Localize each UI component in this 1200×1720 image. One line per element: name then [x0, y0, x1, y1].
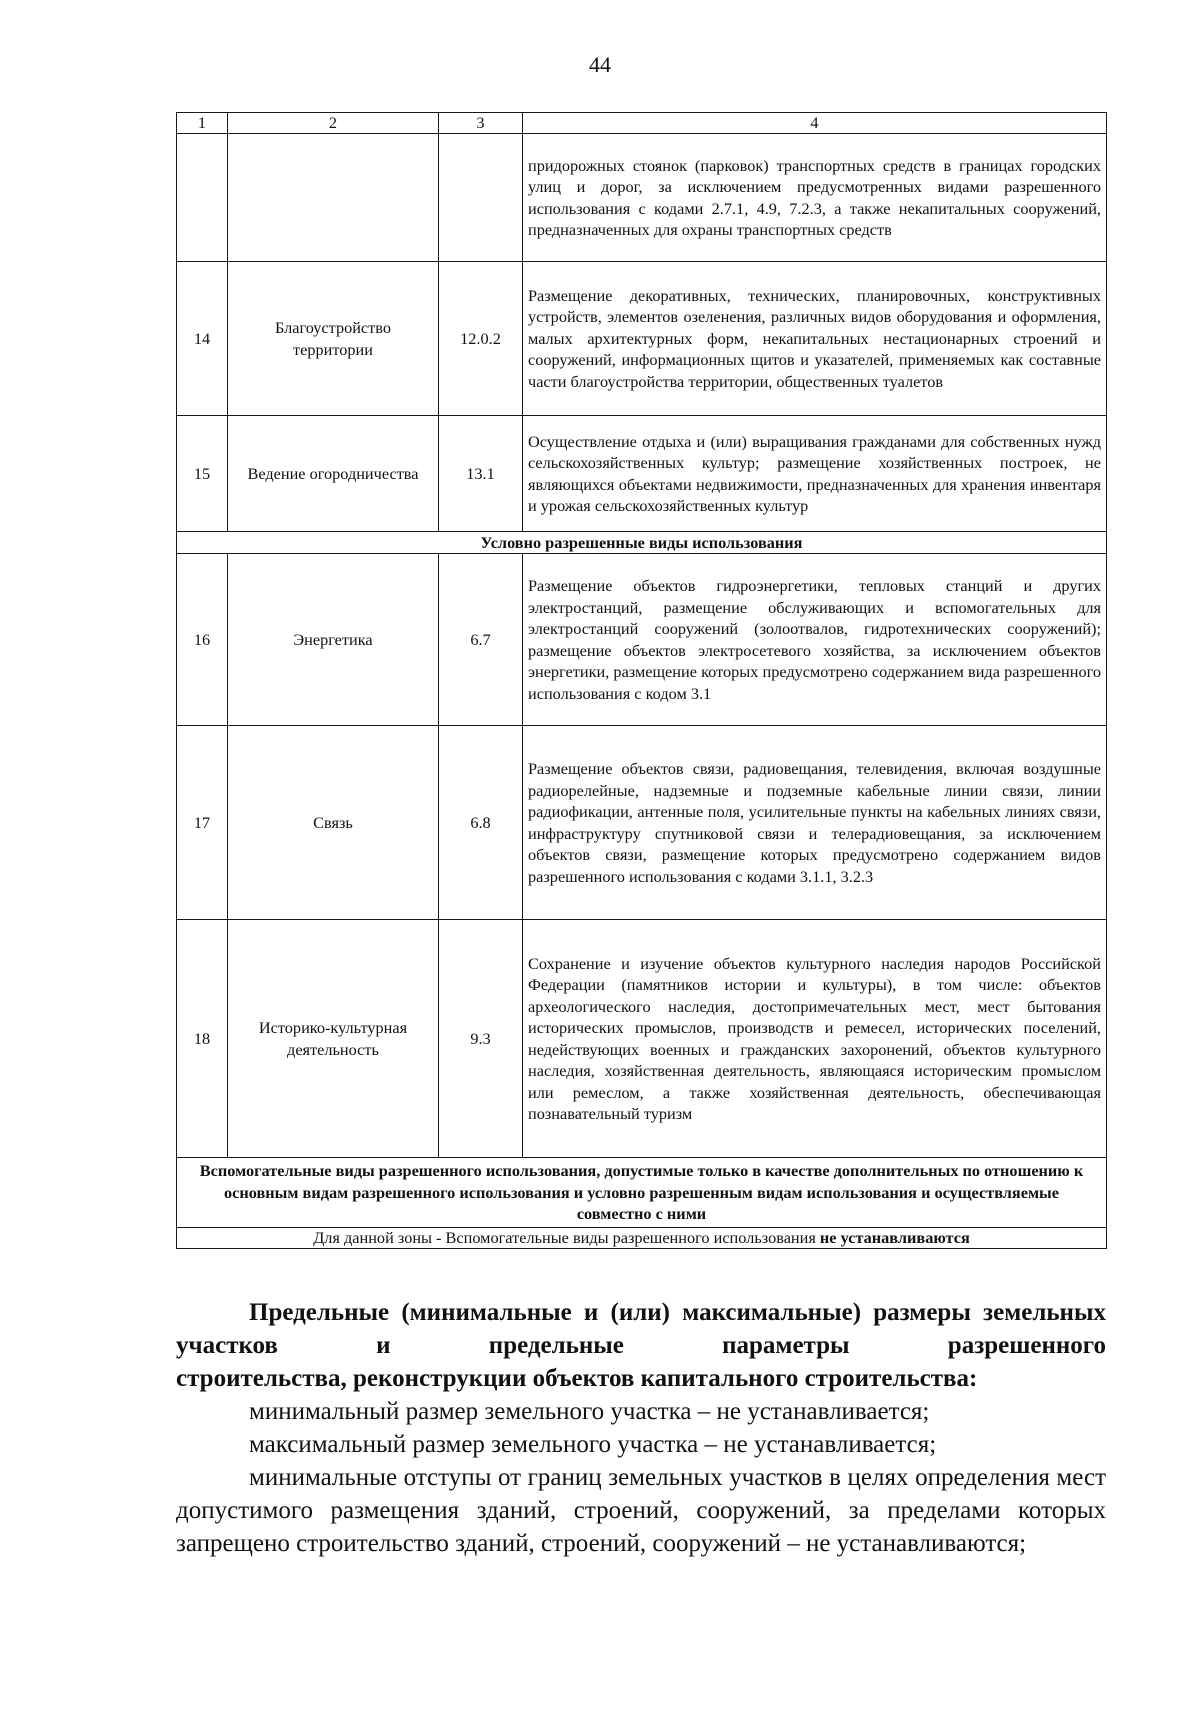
- use-description: Сохранение и изучение объектов культурного наследия народов Российской Федерации (памятников истории и культуры), в том числе: объектов археологического наследия, достопримечательных мест, мест бытования исторических промыслов, производств и ремесел, исторических поселений, недействующих военных и гражданских захоронений, объектов культурного наследия, хозяйственная деятельность, являющаяся историческим промыслом или ремеслом, а также хозяйственная деятельность, обеспечивающая познавательный туризм: [523, 920, 1107, 1158]
- note-bold: не устанавливаются: [819, 1227, 970, 1247]
- table-row: [177, 726, 1107, 920]
- use-description: Размещение объектов связи, радиовещания, телевидения, включая воздушные радиорелейные, надземные и подземные кабельные линии связи, линии радиофикации, антенные поля, усилительные пункты на кабельных линиях связи, инфраструктуру спутниковой связи и телерадиовещания, за исключением объектов связи, размещение которых предусмотрено содержанием видов разрешенного использования с кодами 3.1.1, 3.2.3: [523, 726, 1107, 920]
- table-row: [177, 262, 1107, 416]
- section-title: Вспомогательные виды разрешенного использования, допустимые только в качестве дополнительных по отношению к основным видам разрешенного использования и условно разрешенным видам использования и осуществляемые совместно с ними: [177, 1158, 1107, 1228]
- column-header: 3: [439, 113, 523, 134]
- use-code: 9.3: [439, 920, 523, 1158]
- note-row: [177, 1227, 1107, 1248]
- use-description: придорожных стоянок (парковок) транспортных средств в границах городских улиц и дорог, за исключением предусмотренных видами разрешенного использования с кодами 2.7.1, 4.9, 7.2.3, а также некапитальных сооружений, предназначенных для охраны транспортных средств: [523, 134, 1107, 262]
- row-number: 18: [177, 920, 228, 1158]
- column-header: 2: [228, 113, 439, 134]
- use-code: 6.7: [439, 554, 523, 726]
- land-use-table: [176, 112, 1107, 1249]
- table-row: [177, 554, 1107, 726]
- paragraph: минимальный размер земельного участка – не устанавливается;: [249, 1398, 930, 1425]
- section-row-conditional: [177, 532, 1107, 554]
- section-heading: [176, 1296, 1106, 1395]
- use-name: Ведение огородничества: [228, 416, 439, 532]
- table-row: [177, 920, 1107, 1158]
- table-header-row: [177, 113, 1107, 134]
- use-code: 6.8: [439, 726, 523, 920]
- use-name: Благоустройство территории: [228, 262, 439, 416]
- table-row: [177, 416, 1107, 532]
- row-number: 14: [177, 262, 228, 416]
- use-name: Энергетика: [228, 554, 439, 726]
- use-description: Размещение декоративных, технических, планировочных, конструктивных устройств, элементов озеленения, различных видов оборудования и оформления, малых архитектурных форм, некапитальных нестационарных строений и сооружений, информационных щитов и указателей, применяемых как составные части благоустройства территории, общественных туалетов: [523, 262, 1107, 416]
- use-description: Размещение объектов гидроэнергетики, тепловых станций и других электростанций, размещение обслуживающих и вспомогательных для электростанций сооружений (золоотвалов, гидротехнических сооружений); размещение объектов электросетевого хозяйства, за исключением объектов энергетики, размещение которых предусмотрено содержанием вида разрешенного использования с кодом 3.1: [523, 554, 1107, 726]
- paragraph: максимальный размер земельного участка – не устанавливается;: [249, 1431, 937, 1458]
- use-name: Связь: [228, 726, 439, 920]
- paragraph: минимальные отступы от границ земельных участков в целях определения мест допустимого размещения зданий, строений, сооружений, за пределами которых запрещено строительство зданий, строений, сооружений – не устанавливаются;: [176, 1464, 1106, 1557]
- use-name: Историко-культурная деятельность: [228, 920, 439, 1158]
- zone-note: [177, 1227, 1107, 1248]
- heading-last-line: строительства, реконструкции объектов капитального строительства:: [176, 1365, 978, 1392]
- parameters-section: [176, 1296, 1106, 1560]
- heading-text: Предельные (минимальные и (или) максимальные) размеры земельных участков и предельные параметры разрешенного: [176, 1299, 1106, 1359]
- use-code: 13.1: [439, 416, 523, 532]
- column-header: 1: [177, 113, 228, 134]
- section-row-auxiliary: [177, 1158, 1107, 1228]
- page-number: 44: [589, 52, 611, 77]
- row-number: 15: [177, 416, 228, 532]
- row-number: 16: [177, 554, 228, 726]
- use-code: 12.0.2: [439, 262, 523, 416]
- table-row: [177, 134, 1107, 262]
- row-number: 17: [177, 726, 228, 920]
- use-description: Осуществление отдыха и (или) выращивания гражданами для собственных нужд сельскохозяйственных культур; размещение хозяйственных построек, не являющихся объектами недвижимости, предназначенных для хранения инвентаря и урожая сельскохозяйственных культур: [523, 416, 1107, 532]
- section-title: Условно разрешенные виды использования: [177, 532, 1107, 554]
- note-prefix: Для данной зоны - Вспомогательные виды разрешенного использования: [313, 1227, 820, 1247]
- column-header: 4: [523, 113, 1107, 134]
